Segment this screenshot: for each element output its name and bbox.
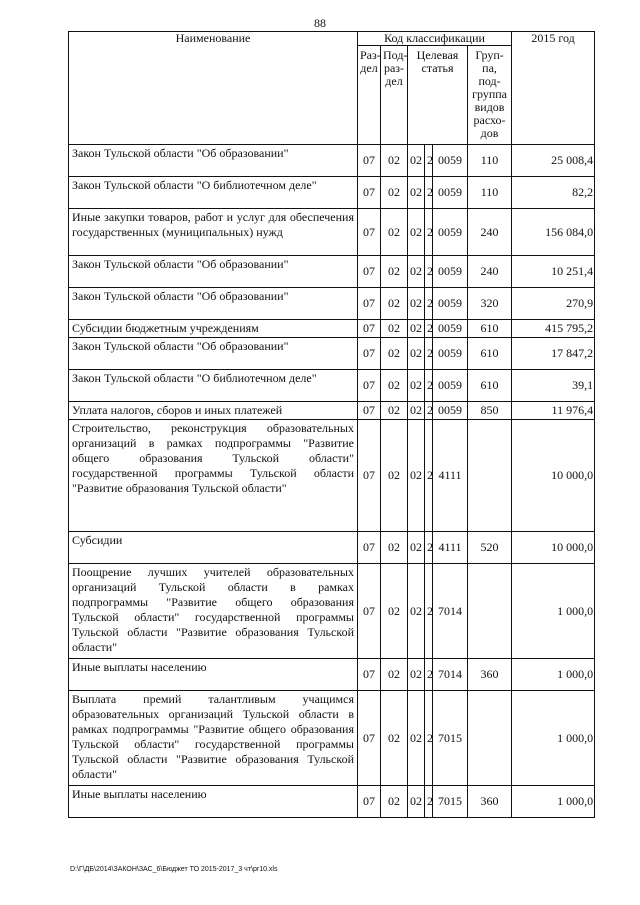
row-name: Выплата премий талантливым учащимся образовательных организаций Тульской области в рамках подпрограммы "Развитие общего образования Тульской области" государственной программы Тульской области "Развитие образования Тульской области" [69, 691, 358, 786]
row-subsection: 02 [381, 288, 408, 320]
header-expense-group: Груп- па, под- группа видов расхо- дов [468, 46, 512, 145]
row-amount: 1 000,0 [512, 564, 595, 659]
row-target-part3: 7014 [433, 659, 468, 691]
row-target-part1: 02 [408, 177, 425, 209]
row-target-part1: 02 [408, 338, 425, 370]
row-section: 07 [358, 532, 381, 564]
row-subsection: 02 [381, 338, 408, 370]
row-expense-group: 110 [468, 177, 512, 209]
row-subsection: 02 [381, 659, 408, 691]
table-row [69, 370, 595, 402]
row-target-part3: 0059 [433, 145, 468, 177]
header-classification-code: Код классификации [358, 32, 512, 46]
row-expense-group [468, 691, 512, 786]
row-amount: 17 847,2 [512, 338, 595, 370]
table-row [69, 320, 595, 338]
file-path: D:\Г\ДБ\2014\ЗАКОН\ЗАС_6\Бюджет ТО 2015-2017_3 чт\pr10.xls [70, 866, 278, 873]
row-name: Иные выплаты населению [69, 659, 358, 691]
row-expense-group: 320 [468, 288, 512, 320]
row-target-part2: 2 [425, 370, 433, 402]
row-section: 07 [358, 209, 381, 256]
row-subsection: 02 [381, 564, 408, 659]
row-subsection: 02 [381, 691, 408, 786]
header-year: 2015 год [512, 32, 595, 145]
row-target-part1: 02 [408, 420, 425, 532]
row-section: 07 [358, 659, 381, 691]
table-row [69, 338, 595, 370]
row-name: Закон Тульской области "О библиотечном деле" [69, 370, 358, 402]
row-section: 07 [358, 338, 381, 370]
row-target-part1: 02 [408, 370, 425, 402]
row-section: 07 [358, 402, 381, 420]
table-row [69, 532, 595, 564]
header-subsection: Под- раз- дел [381, 46, 408, 145]
table-row [69, 691, 595, 786]
row-target-part2: 2 [425, 420, 433, 532]
row-section: 07 [358, 786, 381, 818]
row-expense-group: 240 [468, 209, 512, 256]
row-amount: 10 000,0 [512, 532, 595, 564]
row-amount: 270,9 [512, 288, 595, 320]
row-target-part3: 0059 [433, 370, 468, 402]
row-section: 07 [358, 564, 381, 659]
row-target-part3: 7015 [433, 786, 468, 818]
row-amount: 1 000,0 [512, 659, 595, 691]
row-target-part2: 2 [425, 145, 433, 177]
row-target-part1: 02 [408, 288, 425, 320]
table-row [69, 420, 595, 532]
row-name: Закон Тульской области "Об образовании" [69, 256, 358, 288]
table-body [69, 145, 595, 818]
row-amount: 25 008,4 [512, 145, 595, 177]
row-target-part2: 2 [425, 177, 433, 209]
row-section: 07 [358, 145, 381, 177]
row-amount: 1 000,0 [512, 691, 595, 786]
row-subsection: 02 [381, 532, 408, 564]
header-section: Раз- дел [358, 46, 381, 145]
row-name: Поощрение лучших учителей образовательных организаций Тульской области в рамках подпрограммы "Развитие общего образования Тульской области" государственной программы Тульской области "Развитие образования Тульской области" [69, 564, 358, 659]
row-name: Иные закупки товаров, работ и услуг для обеспечения государственных (муниципальных) нужд [69, 209, 358, 256]
row-target-part2: 2 [425, 338, 433, 370]
row-expense-group: 520 [468, 532, 512, 564]
table-row [69, 402, 595, 420]
row-target-part2: 2 [425, 209, 433, 256]
row-target-part1: 02 [408, 145, 425, 177]
row-subsection: 02 [381, 786, 408, 818]
row-amount: 11 976,4 [512, 402, 595, 420]
row-target-part3: 0059 [433, 256, 468, 288]
row-target-part2: 2 [425, 288, 433, 320]
table-row [69, 145, 595, 177]
row-target-part2: 2 [425, 564, 433, 659]
row-target-part2: 2 [425, 402, 433, 420]
row-section: 07 [358, 420, 381, 532]
row-expense-group: 360 [468, 786, 512, 818]
row-subsection: 02 [381, 420, 408, 532]
row-target-part3: 0059 [433, 177, 468, 209]
header-name: Наименование [69, 32, 358, 145]
table-row [69, 564, 595, 659]
row-section: 07 [358, 691, 381, 786]
row-name: Иные выплаты населению [69, 786, 358, 818]
table-row [69, 288, 595, 320]
row-name: Уплата налогов, сборов и иных платежей [69, 402, 358, 420]
row-amount: 10 000,0 [512, 420, 595, 532]
row-target-part3: 0059 [433, 209, 468, 256]
table-row [69, 209, 595, 256]
row-name: Закон Тульской области "О библиотечном деле" [69, 177, 358, 209]
row-name: Субсидии бюджетным учреждениям [69, 320, 358, 338]
row-target-part2: 2 [425, 320, 433, 338]
row-expense-group: 360 [468, 659, 512, 691]
row-target-part1: 02 [408, 320, 425, 338]
table-row [69, 659, 595, 691]
row-amount: 156 084,0 [512, 209, 595, 256]
row-expense-group: 610 [468, 338, 512, 370]
row-target-part3: 7015 [433, 691, 468, 786]
row-expense-group: 610 [468, 370, 512, 402]
row-target-part3: 4111 [433, 420, 468, 532]
table-row [69, 177, 595, 209]
row-amount: 10 251,4 [512, 256, 595, 288]
row-target-part3: 0059 [433, 338, 468, 370]
row-name: Закон Тульской области "Об образовании" [69, 338, 358, 370]
row-target-part3: 0059 [433, 320, 468, 338]
row-section: 07 [358, 177, 381, 209]
row-target-part2: 2 [425, 659, 433, 691]
row-target-part1: 02 [408, 532, 425, 564]
row-expense-group: 610 [468, 320, 512, 338]
row-section: 07 [358, 256, 381, 288]
row-subsection: 02 [381, 370, 408, 402]
row-target-part3: 7014 [433, 564, 468, 659]
table-row [69, 256, 595, 288]
row-section: 07 [358, 288, 381, 320]
row-target-part1: 02 [408, 256, 425, 288]
row-subsection: 02 [381, 402, 408, 420]
row-amount: 1 000,0 [512, 786, 595, 818]
row-target-part2: 2 [425, 691, 433, 786]
row-subsection: 02 [381, 256, 408, 288]
row-expense-group: 110 [468, 145, 512, 177]
row-target-part1: 02 [408, 209, 425, 256]
row-target-part1: 02 [408, 402, 425, 420]
row-target-part3: 0059 [433, 288, 468, 320]
row-subsection: 02 [381, 209, 408, 256]
row-name: Закон Тульской области "Об образовании" [69, 288, 358, 320]
row-expense-group [468, 420, 512, 532]
row-name: Строительство, реконструкция образовательных организаций в рамках подпрограммы "Развитие общего образования Тульской области" государственной программы Тульской области "Развитие образования Тульской области" [69, 420, 358, 532]
row-target-part1: 02 [408, 786, 425, 818]
row-target-part3: 4111 [433, 532, 468, 564]
header-target-item: Целевая статья [408, 46, 468, 145]
row-target-part1: 02 [408, 659, 425, 691]
row-target-part2: 2 [425, 532, 433, 564]
row-name: Закон Тульской области "Об образовании" [69, 145, 358, 177]
row-target-part1: 02 [408, 691, 425, 786]
row-expense-group: 850 [468, 402, 512, 420]
row-subsection: 02 [381, 145, 408, 177]
row-subsection: 02 [381, 320, 408, 338]
row-section: 07 [358, 370, 381, 402]
row-target-part2: 2 [425, 786, 433, 818]
row-section: 07 [358, 320, 381, 338]
row-subsection: 02 [381, 177, 408, 209]
row-expense-group: 240 [468, 256, 512, 288]
row-amount: 39,1 [512, 370, 595, 402]
budget-table [68, 31, 595, 818]
row-expense-group [468, 564, 512, 659]
row-target-part3: 0059 [433, 402, 468, 420]
row-name: Субсидии [69, 532, 358, 564]
row-amount: 82,2 [512, 177, 595, 209]
row-target-part2: 2 [425, 256, 433, 288]
row-target-part1: 02 [408, 564, 425, 659]
row-amount: 415 795,2 [512, 320, 595, 338]
table-row [69, 786, 595, 818]
page-number: 88 [314, 16, 326, 30]
